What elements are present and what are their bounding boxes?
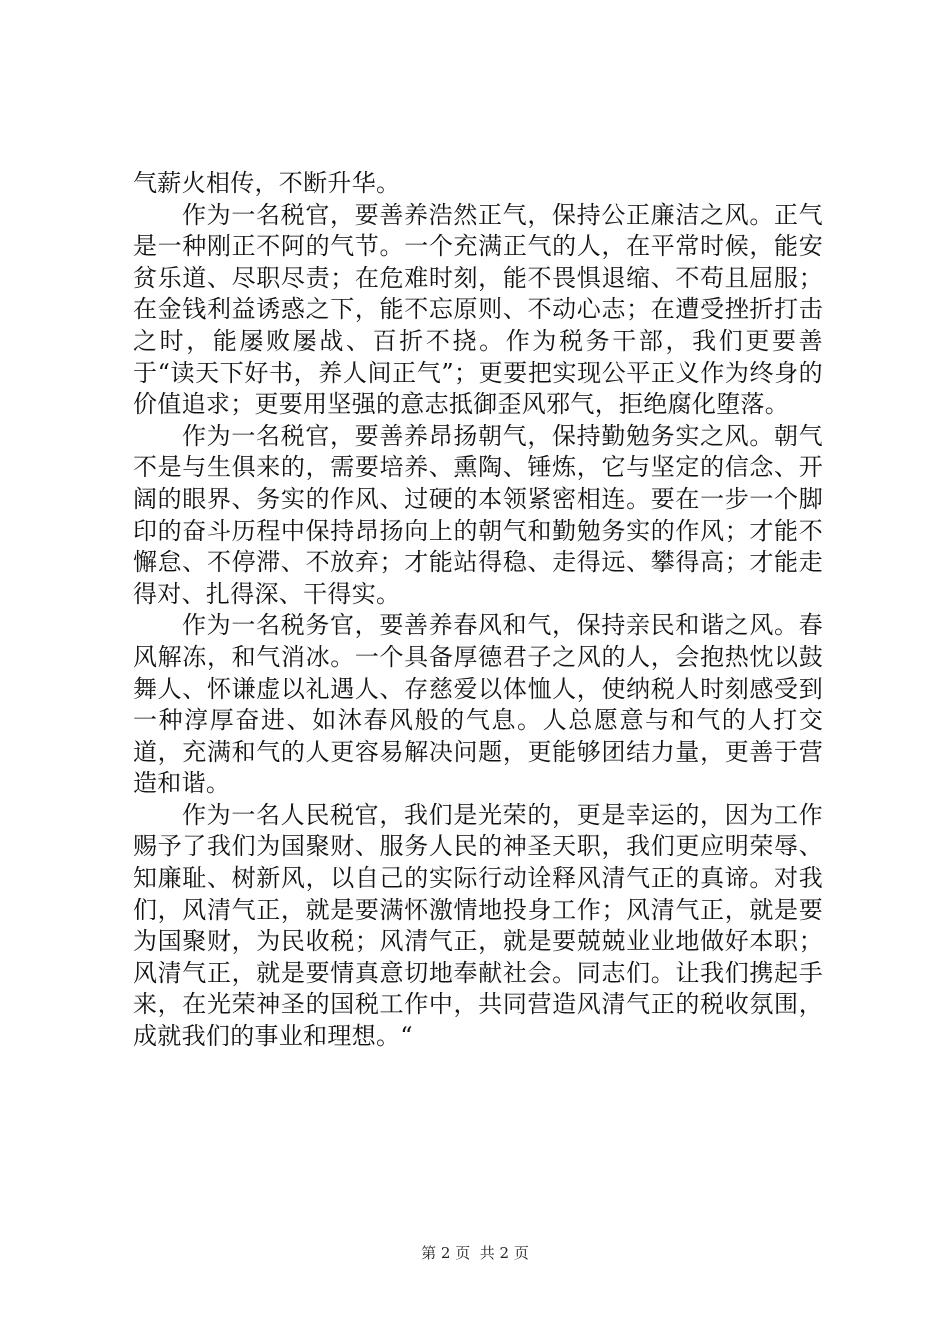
paragraph-vigor: 作为一名税官，要善养昂扬朝气，保持勤勉务实之风。朝气不是与生俱来的，需要培养、熏陶、锤炼，它与坚定的信念、开阔的眼界、务实的作风、过硬的本领紧密相连。要在一步一个脚印的奋斗历程中保持昂扬向上的朝气和勤勉务实的作风；才能不懈怠、不停滞、不放弃；才能站得稳、走得远、攀得高；才能走得对、扎得深、干得实。 <box>133 421 823 608</box>
paragraph-integrity: 作为一名税官，要善养浩然正气，保持公正廉洁之风。正气是一种刚正不阿的气节。一个充满正气的人，在平常时候，能安贫乐道、尽职尽责；在危难时刻，能不畏惧退缩、不苟且屈服；在金钱利益诱惑之下，能不忘原则、不动心志；在遭受挫折打击之时，能屡败屡战、百折不挠。作为税务干部，我们更要善于“读天下好书，养人间正气”；更要把实现公平正义作为终身的价值追求；更要用坚强的意志抵御歪风邪气，拒绝腐化堕落。 <box>133 200 823 419</box>
paragraph-harmony: 作为一名税务官，要善养春风和气，保持亲民和谐之风。春风解冻，和气消冰。一个具备厚德君子之风的人，会抱热忱以鼓舞人、怀谦虚以礼遇人、存慈爱以体恤人，使纳税人时刻感受到一种淳厚奋进、如沐春风般的气息。人总愿意与和气的人打交道，充满和气的人更容易解决问题，更能够团结力量，更善于营造和谐。 <box>133 611 823 798</box>
page-footer: 第 2 页 共 2 页 <box>421 1244 529 1262</box>
paragraph-continuation: 气薪火相传，不断升华。 <box>133 169 401 197</box>
paragraph-conclusion: 作为一名人民税官，我们是光荣的，更是幸运的，因为工作赐予了我们为国聚财、服务人民的神圣天职，我们更应明荣辱、知廉耻、树新风，以自己的实际行动诠释风清气正的真谛。对我们，风清气正，就是要满怀激情地投身工作；风清气正，就是要为国聚财，为民收税；风清气正，就是要兢兢业业地做好本职；风清气正，就是要情真意切地奉献社会。同志们。让我们携起手来，在光荣神圣的国税工作中，共同营造风清气正的税收氛围，成就我们的事业和理想。“ <box>133 800 823 1051</box>
document-body <box>133 168 823 1053</box>
